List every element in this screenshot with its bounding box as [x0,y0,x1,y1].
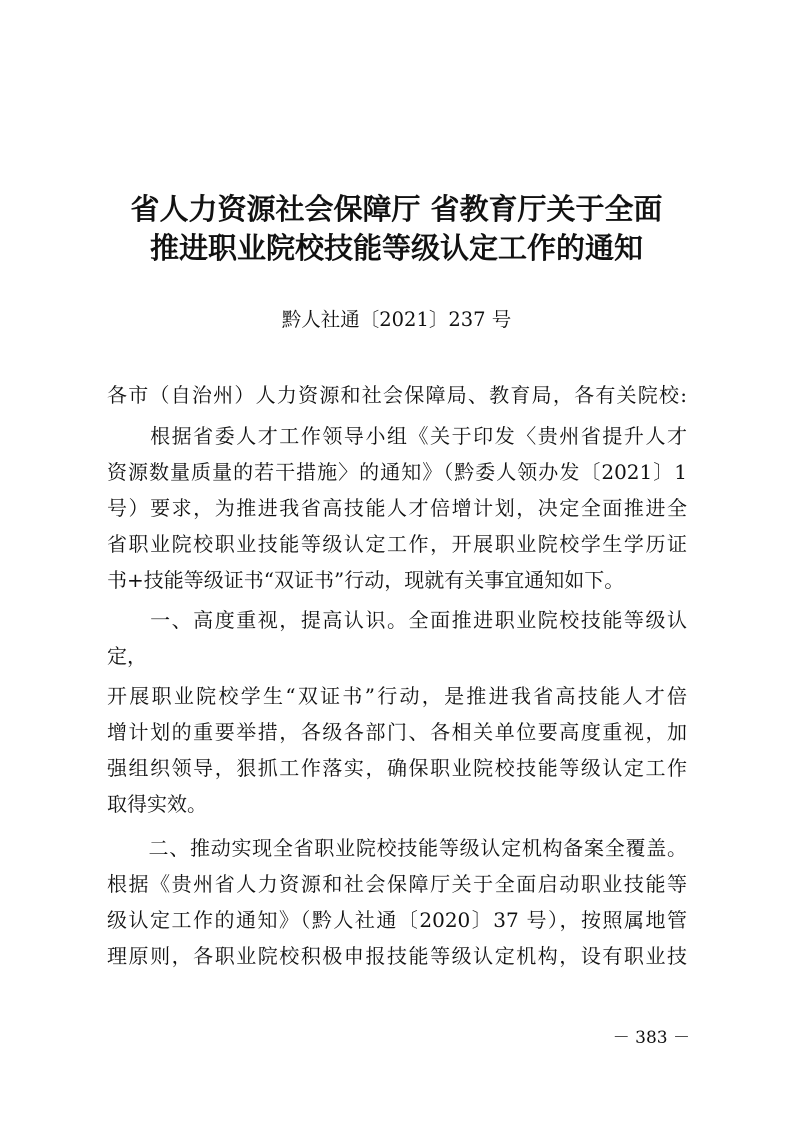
page-number: － 383 － [612,1028,690,1048]
body-line: 根据省委人才工作领导小组《关于印发〈贵州省提升人才 [107,424,687,448]
body-line: 各市（自治州）人力资源和社会保障局、教育局，各有关院校: [107,383,687,407]
body-line: 增计划的重要举措，各级各部门、各相关单位要高度重视，加 [107,720,687,744]
body-line: 开展职业院校学生“双证书”行动，是推进我省高技能人才倍 [107,684,687,708]
body-line: 强组织领导，狠抓工作落实，确保职业院校技能等级认定工作 [107,756,687,780]
body-line: 理原则，各职业院校积极申报技能等级认定机构，设有职业技 [107,944,687,968]
body-line: 书+技能等级证书“双证书”行动，现就有关事宜通知如下。 [107,568,625,592]
body-line: 二、推动实现全省职业院校技能等级认定机构备案全覆盖。 [107,836,687,860]
body-line: 根据《贵州省人力资源和社会保障厅关于全面启动职业技能等 [107,872,687,896]
body-line: 号）要求，为推进我省高技能人才倍增计划，决定全面推进全 [107,496,687,520]
body-line: 资源数量质量的若干措施〉的通知》（黔委人领办发〔2021〕1 [107,460,687,484]
document-title-line-2: 推进职业院校技能等级认定工作的通知 [149,231,643,265]
body-line: 级认定工作的通知》（黔人社通〔2020〕37 号），按照属地管 [107,908,687,932]
document-number: 黔人社通〔2021〕237 号 [281,308,512,331]
body-line: 一、高度重视，提高认识。全面推进职业院校技能等级认 [107,608,687,632]
document-title-line-1: 省人力资源社会保障厅 省教育厅关于全面 [130,192,663,226]
body-line: 取得实效。 [107,792,207,816]
body-line: 省职业院校职业技能等级认定工作，开展职业院校学生学历证 [107,532,687,556]
body-line: 定， [107,644,147,668]
